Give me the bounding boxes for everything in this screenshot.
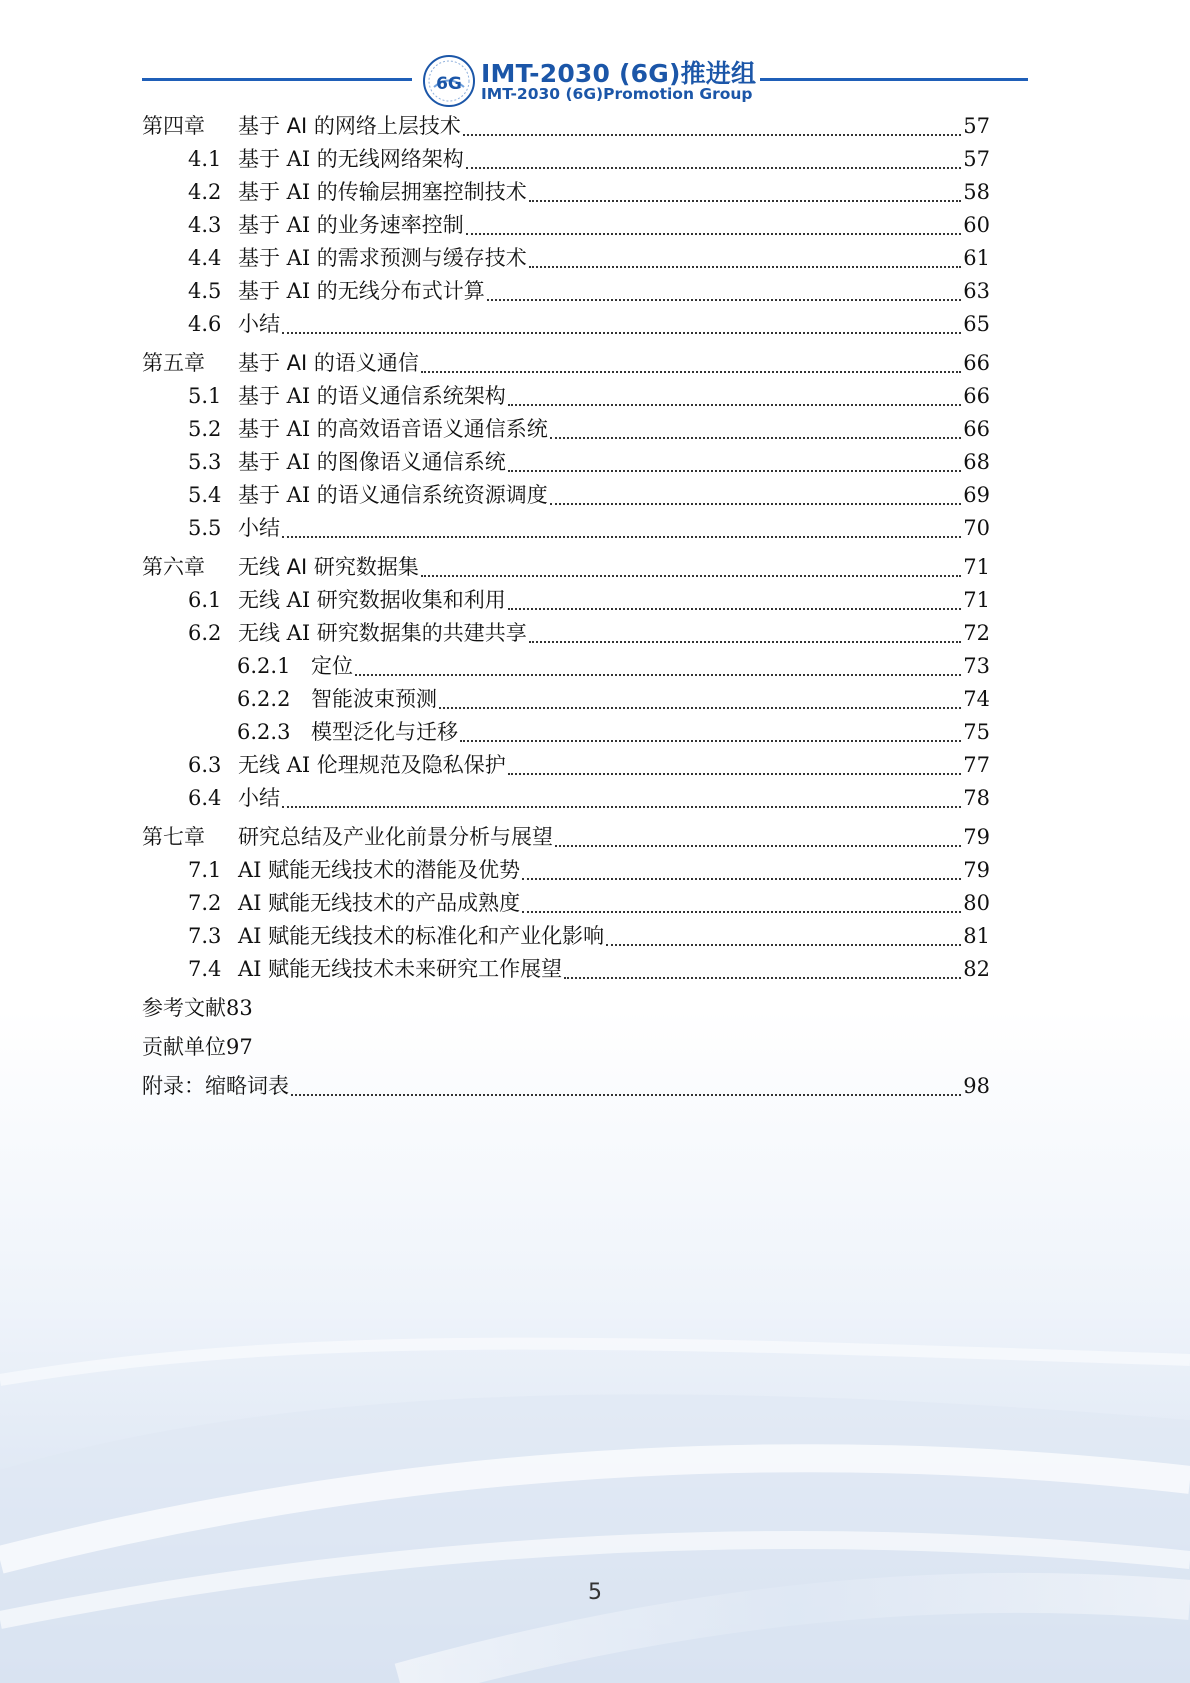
toc-entry-title: 基于 AI 的网络上层技术 [238, 114, 461, 138]
toc-entry-title: 无线 AI 研究数据集 [238, 555, 419, 579]
toc-entry[interactable] [142, 413, 990, 446]
toc-entry-number: 7.4 [188, 957, 222, 981]
toc-entry-number: 第六章 [142, 555, 205, 579]
toc-entry[interactable] [142, 380, 990, 413]
toc-entry-number: 5.2 [188, 417, 222, 441]
toc-entry-number: 5.1 [188, 384, 222, 408]
toc-entry[interactable] [142, 1070, 990, 1103]
toc-dot-leader [550, 503, 961, 505]
toc-entry-page: 66 [963, 351, 990, 375]
toc-entry-title: 贡献单位 [142, 1035, 226, 1059]
toc-dot-leader [487, 299, 961, 301]
toc-entry[interactable] [142, 617, 990, 650]
toc-entry-number: 第七章 [142, 825, 205, 849]
toc-entry-page: 77 [963, 753, 990, 777]
toc-entry[interactable] [142, 920, 990, 953]
toc-entry[interactable] [142, 110, 990, 143]
toc-entry-page: 68 [963, 450, 990, 474]
toc-dot-leader [466, 167, 961, 169]
page-number: 5 [588, 1580, 602, 1605]
toc-entry-title: 定位 [311, 654, 353, 678]
toc-entry-page: 97 [226, 1035, 253, 1059]
toc-dot-leader [508, 470, 961, 472]
toc-entry-page: 57 [963, 147, 990, 171]
toc-entry-number: 6.2.1 [237, 654, 291, 678]
toc-entry-title: 小结 [238, 516, 280, 540]
page-header [0, 48, 1190, 108]
toc-dot-leader [282, 536, 961, 538]
toc-entry-number: 7.3 [188, 924, 222, 948]
toc-entry-title: 基于 AI 的图像语义通信系统 [238, 450, 506, 474]
toc-entry[interactable] [142, 551, 990, 584]
toc-entry[interactable] [142, 242, 990, 275]
toc-dot-leader [529, 200, 961, 202]
header-rule-left [142, 78, 412, 81]
toc-entry-number: 6.3 [188, 753, 222, 777]
toc-entry-page: 74 [963, 687, 990, 711]
toc-entry[interactable] [142, 854, 990, 887]
toc-entry-page: 60 [963, 213, 990, 237]
toc-entry[interactable] [142, 782, 990, 815]
toc-entry-title: 基于 AI 的语义通信系统资源调度 [238, 483, 548, 507]
toc-entry-number: 第五章 [142, 351, 205, 375]
toc-entry-number: 6.1 [188, 588, 222, 612]
toc-dot-leader [439, 707, 961, 709]
toc-entry-page: 69 [963, 483, 990, 507]
toc-entry[interactable] [142, 584, 990, 617]
toc-entry[interactable] [142, 821, 990, 854]
toc-entry-number: 6.2 [188, 621, 222, 645]
toc-entry-title: AI 赋能无线技术的产品成熟度 [238, 891, 521, 915]
toc-entry-page: 65 [963, 312, 990, 336]
toc-entry-page: 98 [963, 1074, 990, 1098]
toc-entry[interactable] [142, 992, 990, 1025]
toc-dot-leader [522, 911, 961, 913]
toc-entry[interactable] [142, 749, 990, 782]
toc-entry[interactable] [142, 887, 990, 920]
toc-dot-leader [508, 404, 961, 406]
toc-entry-page: 66 [963, 417, 990, 441]
toc-dot-leader [282, 806, 961, 808]
toc-dot-leader [282, 332, 961, 334]
toc-entry-number: 7.1 [188, 858, 222, 882]
toc-entry-number: 6.2.3 [237, 720, 291, 744]
toc-entry-number: 7.2 [188, 891, 222, 915]
toc-entry-title: 基于 AI 的高效语音语义通信系统 [238, 417, 548, 441]
toc-entry-page: 70 [963, 516, 990, 540]
toc-entry-page: 73 [963, 654, 990, 678]
toc-entry-title: 模型泛化与迁移 [311, 720, 458, 744]
toc-entry-title: 基于 AI 的传输层拥塞控制技术 [238, 180, 527, 204]
toc-entry-page: 79 [963, 858, 990, 882]
toc-entry-page: 82 [963, 957, 990, 981]
toc-entry-page: 57 [963, 114, 990, 138]
toc-entry[interactable] [142, 953, 990, 986]
toc-entry-number: 4.3 [188, 213, 222, 237]
toc-entry-title: 参考文献 [142, 996, 226, 1020]
toc-dot-leader [529, 641, 961, 643]
toc-entry-title: 基于 AI 的业务速率控制 [238, 213, 464, 237]
toc-entry-page: 72 [963, 621, 990, 645]
imt-2030-logo-icon [422, 54, 476, 108]
toc-entry-number: 6.4 [188, 786, 222, 810]
toc-dot-leader [355, 674, 961, 676]
toc-entry-page: 63 [963, 279, 990, 303]
toc-entry-page: 78 [963, 786, 990, 810]
toc-entry-title: 研究总结及产业化前景分析与展望 [238, 825, 553, 849]
toc-entry-number: 第四章 [142, 114, 205, 138]
toc-entry-number: 5.5 [188, 516, 222, 540]
toc-entry-title: 小结 [238, 786, 280, 810]
toc-entry-title: 小结 [238, 312, 280, 336]
toc-entry-title: 基于 AI 的语义通信系统架构 [238, 384, 506, 408]
toc-entry-number: 4.4 [188, 246, 222, 270]
toc-dot-leader [508, 773, 961, 775]
toc-entry-title: 基于 AI 的需求预测与缓存技术 [238, 246, 527, 270]
toc-entry[interactable] [142, 716, 990, 749]
toc-entry-title: 无线 AI 研究数据集的共建共享 [238, 621, 527, 645]
toc-entry-title: 无线 AI 研究数据收集和利用 [238, 588, 506, 612]
toc-entry-page: 83 [226, 996, 253, 1020]
toc-entry[interactable] [142, 308, 990, 341]
toc-entry-title: 智能波束预测 [311, 687, 437, 711]
header-rule-right [760, 78, 1028, 81]
toc-entry[interactable] [142, 1031, 990, 1064]
toc-dot-leader [463, 134, 961, 136]
brand-subtitle: IMT-2030 (6G)Promotion Group [481, 85, 753, 103]
brand-title: IMT-2030 (6G)推进组 [481, 59, 757, 88]
toc-dot-leader [606, 944, 961, 946]
toc-dot-leader [522, 878, 961, 880]
toc-entry-title: 无线 AI 伦理规范及隐私保护 [238, 753, 506, 777]
toc-dot-leader [466, 233, 961, 235]
toc-entry[interactable] [142, 275, 990, 308]
toc-entry-page: 71 [963, 555, 990, 579]
toc-entry[interactable] [142, 209, 990, 242]
toc-entry-page: 75 [963, 720, 990, 744]
toc-entry-title: 基于 AI 的无线网络架构 [238, 147, 464, 171]
toc-entry-page: 66 [963, 384, 990, 408]
toc-entry-title: AI 赋能无线技术的标准化和产业化影响 [238, 924, 605, 948]
toc-entry-number: 4.6 [188, 312, 222, 336]
toc-entry-number: 4.2 [188, 180, 222, 204]
toc-entry-page: 79 [963, 825, 990, 849]
toc-entry-title: AI 赋能无线技术未来研究工作展望 [238, 957, 563, 981]
toc-entry-number: 4.5 [188, 279, 222, 303]
toc-dot-leader [555, 845, 961, 847]
toc-dot-leader [508, 608, 961, 610]
toc-entry[interactable] [142, 176, 990, 209]
toc-dot-leader [421, 371, 961, 373]
toc-entry[interactable] [142, 650, 990, 683]
toc-entry-page: 80 [963, 891, 990, 915]
toc-entry-page: 81 [963, 924, 990, 948]
toc-entry[interactable] [142, 683, 990, 716]
toc-dot-leader [550, 437, 961, 439]
toc-entry-title: 基于 AI 的语义通信 [238, 351, 419, 375]
toc-entry-title: 附录：缩略词表 [142, 1074, 289, 1098]
toc-entry-number: 4.1 [188, 147, 222, 171]
toc-entry-title: AI 赋能无线技术的潜能及优势 [238, 858, 521, 882]
toc-dot-leader [564, 977, 961, 979]
toc-entry-page: 58 [963, 180, 990, 204]
toc-entry-page: 71 [963, 588, 990, 612]
toc-dot-leader [291, 1094, 961, 1096]
toc-entry-number: 5.4 [188, 483, 222, 507]
toc-entry[interactable] [142, 446, 990, 479]
logo-text: 6G [436, 74, 462, 94]
toc-entry-title: 基于 AI 的无线分布式计算 [238, 279, 485, 303]
toc-entry[interactable] [142, 512, 990, 545]
toc-dot-leader [529, 266, 961, 268]
toc-entry[interactable] [142, 347, 990, 380]
toc-entry-page: 61 [963, 246, 990, 270]
toc-entry[interactable] [142, 479, 990, 512]
toc-entry-number: 5.3 [188, 450, 222, 474]
toc-dot-leader [460, 740, 961, 742]
toc-entry[interactable] [142, 143, 990, 176]
toc-dot-leader [421, 575, 961, 577]
toc-entry-number: 6.2.2 [237, 687, 291, 711]
